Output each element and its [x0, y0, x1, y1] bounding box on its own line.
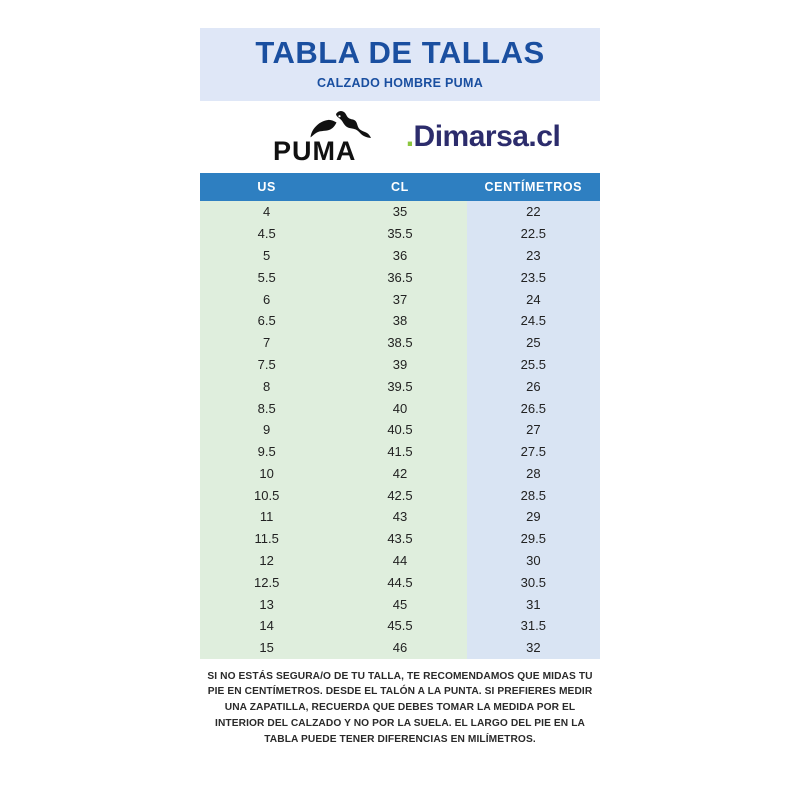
table-row: [200, 571, 600, 593]
table-cell: 24.5: [467, 310, 600, 332]
table-cell: 36.5: [333, 266, 466, 288]
table-row: [200, 506, 600, 528]
table-cell: 28: [467, 462, 600, 484]
table-cell: 45: [333, 593, 466, 615]
table-cell: 29.5: [467, 528, 600, 550]
table-cell: 12.5: [200, 571, 333, 593]
column-header-cl: CL: [333, 173, 466, 201]
table-cell: 23: [467, 245, 600, 267]
table-cell: 10.5: [200, 484, 333, 506]
table-row: [200, 245, 600, 267]
table-cell: 26: [467, 375, 600, 397]
table-body: [200, 201, 600, 658]
puma-wordmark: PUMA: [272, 135, 357, 166]
table-cell: 39: [333, 354, 466, 376]
table-cell: 35.5: [333, 223, 466, 245]
table-cell: 5: [200, 245, 333, 267]
table-cell: 30: [467, 550, 600, 572]
brand-band: [200, 101, 600, 173]
table-cell: 27.5: [467, 441, 600, 463]
table-cell: 7.5: [200, 354, 333, 376]
table-cell: 6: [200, 288, 333, 310]
table-cell: 24: [467, 288, 600, 310]
table-cell: 7: [200, 332, 333, 354]
table-cell: 11.5: [200, 528, 333, 550]
table-cell: 4.5: [200, 223, 333, 245]
title-band: [200, 28, 600, 101]
table-row: [200, 310, 600, 332]
page-subtitle: CALZADO HOMBRE PUMA: [316, 76, 484, 91]
table-cell: 44: [333, 550, 466, 572]
column-header-us: US: [200, 173, 333, 201]
table-cell: 42: [333, 462, 466, 484]
size-chart-card: [200, 28, 600, 748]
table-cell: 12: [200, 550, 333, 572]
table-cell: 28.5: [467, 484, 600, 506]
table-cell: 44.5: [333, 571, 466, 593]
table-cell: 32: [467, 637, 600, 659]
page-title: TABLA DE TALLAS: [255, 35, 545, 70]
table-row: [200, 528, 600, 550]
size-table: [200, 173, 600, 658]
table-cell: 22.5: [467, 223, 600, 245]
dimarsa-wordmark: Dimarsa.cl: [413, 120, 561, 154]
table-cell: 38: [333, 310, 466, 332]
table-row: [200, 397, 600, 419]
dimarsa-dot: .: [405, 120, 414, 154]
table-cell: 15: [200, 637, 333, 659]
table-cell: 4: [200, 201, 333, 223]
table-cell: 25: [467, 332, 600, 354]
table-row: [200, 288, 600, 310]
table-cell: 40: [333, 397, 466, 419]
table-row: [200, 223, 600, 245]
table-row: [200, 462, 600, 484]
puma-cat-icon: [240, 110, 390, 140]
table-cell: 8.5: [200, 397, 333, 419]
table-cell: 13: [200, 593, 333, 615]
column-header-cm: CENTÍMETROS: [467, 173, 600, 201]
table-cell: 27: [467, 419, 600, 441]
dimarsa-logo: [406, 120, 561, 154]
table-row: [200, 637, 600, 659]
table-cell: 39.5: [333, 375, 466, 397]
table-cell: 40.5: [333, 419, 466, 441]
table-cell: 45.5: [333, 615, 466, 637]
table-cell: 11: [200, 506, 333, 528]
table-row: [200, 419, 600, 441]
table-cell: 23.5: [467, 266, 600, 288]
table-cell: 9: [200, 419, 333, 441]
table-row: [200, 375, 600, 397]
table-cell: 22: [467, 201, 600, 223]
puma-logo: [240, 110, 390, 165]
table-cell: 31: [467, 593, 600, 615]
table-row: [200, 441, 600, 463]
table-row: [200, 332, 600, 354]
table-cell: 9.5: [200, 441, 333, 463]
table-cell: 35: [333, 201, 466, 223]
table-cell: 25.5: [467, 354, 600, 376]
table-cell: 5.5: [200, 266, 333, 288]
table-cell: 10: [200, 462, 333, 484]
table-cell: 26.5: [467, 397, 600, 419]
table-row: [200, 593, 600, 615]
table-row: [200, 354, 600, 376]
table-row: [200, 201, 600, 223]
table-row: [200, 484, 600, 506]
table-cell: 30.5: [467, 571, 600, 593]
table-cell: 38.5: [333, 332, 466, 354]
table-cell: 41.5: [333, 441, 466, 463]
table-cell: 42.5: [333, 484, 466, 506]
table-cell: 36: [333, 245, 466, 267]
table-cell: 43: [333, 506, 466, 528]
table-cell: 29: [467, 506, 600, 528]
table-cell: 37: [333, 288, 466, 310]
table-row: [200, 615, 600, 637]
table-cell: 8: [200, 375, 333, 397]
table-row: [200, 266, 600, 288]
table-header-row: [200, 173, 600, 201]
table-cell: 14: [200, 615, 333, 637]
table-cell: 46: [333, 637, 466, 659]
table-cell: 31.5: [467, 615, 600, 637]
table-cell: 6.5: [200, 310, 333, 332]
table-row: [200, 550, 600, 572]
table-cell: 43.5: [333, 528, 466, 550]
measuring-note: SI NO ESTÁS SEGURA/O DE TU TALLA, TE RECOMENDAMOS QUE MIDAS TU PIE EN CENTÍMETROS. DESDE EL TALÓN A LA PUNTA. SI PREFIERES MEDIR UNA ZAPATILLA, RECUERDA QUE DEBES TOMAR LA MEDIDA POR EL INTERIOR DEL CALZADO Y NO POR LA SUELA. EL LARGO DEL PIE EN LA TABLA PUEDE TENER DIFERENCIAS EN MILÍMETROS.: [207, 670, 593, 745]
